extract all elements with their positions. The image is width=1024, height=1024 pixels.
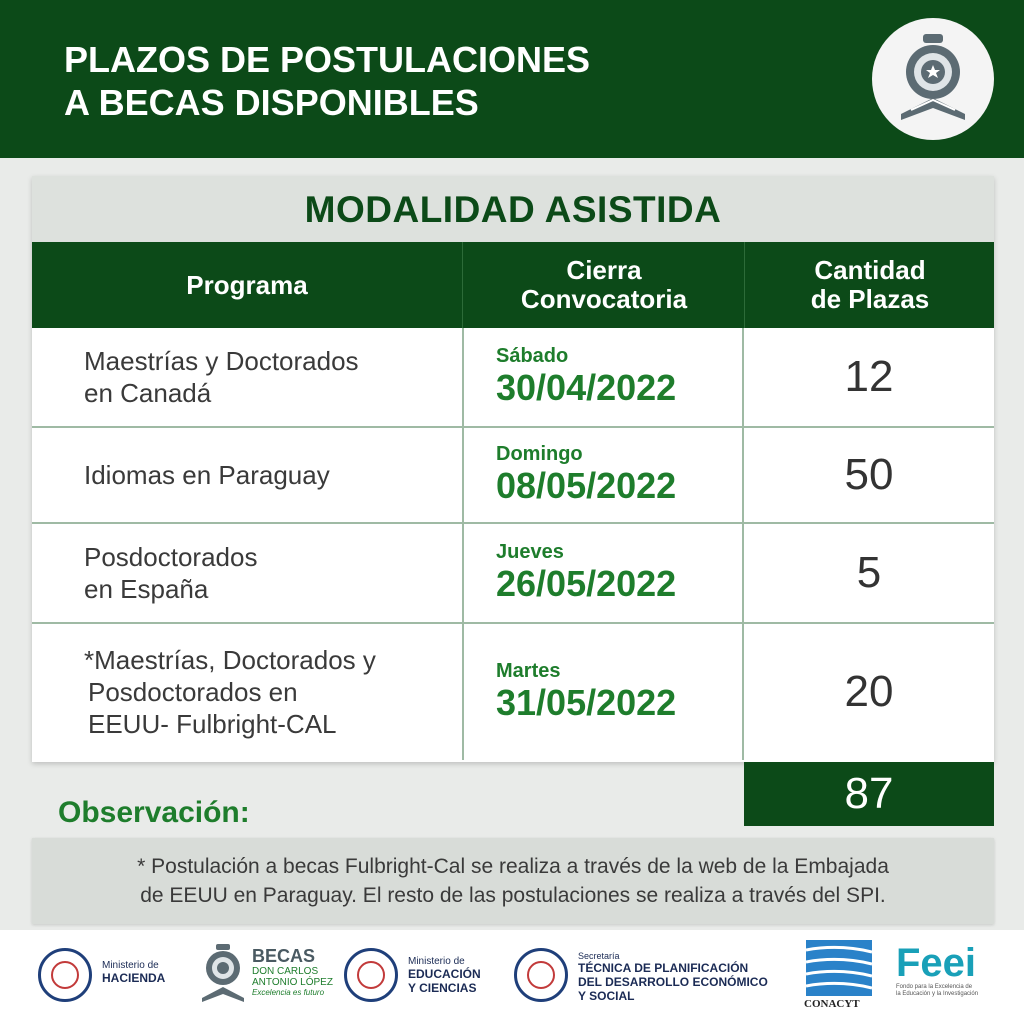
- observacion-label: Observación:: [58, 796, 250, 829]
- conacyt-logo-icon: [806, 940, 872, 996]
- column-header-cierra: [462, 242, 745, 328]
- deadline-date: 08/05/2022: [496, 465, 677, 506]
- deadline-date: 26/05/2022: [496, 563, 677, 604]
- column-header-cantidad-line-2: de Plazas: [810, 284, 930, 314]
- section-title: MODALIDAD ASISTIDA: [304, 189, 722, 230]
- total-plazas: 87: [744, 762, 994, 826]
- table-header: [32, 242, 994, 328]
- table-row: [32, 624, 994, 760]
- feei-logo: [896, 942, 1006, 998]
- deadline-cell: [462, 624, 744, 760]
- deadline-day: Sábado: [496, 345, 569, 367]
- feei-sub-1: Fondo para la Excelencia de: [896, 984, 973, 990]
- program-line: EEUU- Fulbright-CAL: [88, 709, 337, 739]
- observacion-note: [32, 838, 994, 924]
- mec-seal-icon: [344, 948, 398, 1002]
- hacienda-small: Ministerio de: [102, 960, 159, 971]
- program-cell: [84, 328, 454, 426]
- footer-logos: [0, 930, 1024, 1024]
- stp-big-1: TÉCNICA DE PLANIFICACIÓN: [578, 961, 749, 975]
- plazas-count: 12: [844, 352, 894, 401]
- plazas-count: 20: [844, 667, 894, 716]
- column-header-cantidad: [744, 242, 995, 328]
- stp-big-2: DEL DESARROLLO ECONÓMICO: [578, 975, 768, 989]
- column-header-cierra-line-2: Convocatoria: [520, 284, 688, 314]
- table-row: [32, 328, 994, 428]
- column-header-programa: [32, 242, 462, 328]
- mec-big-1: EDUCACIÓN: [408, 967, 481, 981]
- deadline-day: Jueves: [496, 541, 564, 563]
- deadline-day: Domingo: [496, 443, 583, 465]
- column-header-cierra-line-1: Cierra: [566, 255, 642, 285]
- stp-logo-text: [578, 950, 768, 1004]
- column-header-cantidad-line-1: Cantidad: [814, 255, 926, 285]
- stp-big-3: Y SOCIAL: [578, 989, 635, 1003]
- mec-big-2: Y CIENCIAS: [408, 981, 477, 995]
- deadline-day: Martes: [496, 660, 561, 682]
- header-banner: [0, 0, 1024, 158]
- observacion-note-line-1: * Postulación a becas Fulbright-Cal se realiza a través de la web de la Embajada: [137, 855, 889, 878]
- program-line: en España: [84, 574, 209, 604]
- stp-seal-icon: [514, 948, 568, 1002]
- observacion-note-line-2: de EEUU en Paraguay. El resto de las postulaciones se realiza a través del SPI.: [140, 884, 886, 907]
- program-cell: [84, 624, 454, 760]
- becas-book-logo-icon: [872, 18, 994, 140]
- page-title: [64, 38, 764, 124]
- table-row: [32, 524, 994, 624]
- program-line: Posdoctorados: [84, 542, 258, 572]
- program-line: Posdoctorados en: [88, 677, 298, 707]
- conacyt-text: CONACYT: [804, 998, 860, 1010]
- mec-small: Ministerio de: [408, 956, 465, 967]
- deadline-cell: [462, 524, 744, 622]
- program-cell: [84, 524, 454, 622]
- column-header-programa-label: Programa: [186, 269, 308, 300]
- deadline-date: 31/05/2022: [496, 682, 677, 723]
- plazas-count: 50: [844, 450, 894, 499]
- deadline-cell: [462, 428, 744, 522]
- program-line: en Canadá: [84, 378, 212, 408]
- table-row: [32, 428, 994, 524]
- mec-logo-text: [408, 956, 481, 996]
- becas-sub-1: DON CARLOS: [252, 966, 319, 977]
- becas-logo-icon: [200, 944, 246, 1004]
- section-bar: [32, 176, 994, 242]
- stp-small: Secretaría: [578, 951, 620, 961]
- page-title-line-2: A BECAS DISPONIBLES: [64, 82, 479, 123]
- program-cell: [84, 428, 454, 522]
- becas-logo-text: [252, 946, 333, 998]
- becas-tagline: Excelencia es futuro: [252, 988, 325, 997]
- becas-title: BECAS: [252, 946, 316, 966]
- hacienda-seal-icon: [38, 948, 92, 1002]
- hacienda-big: HACIENDA: [102, 971, 166, 985]
- program-line: *Maestrías, Doctorados y: [84, 645, 376, 675]
- deadline-cell: [462, 328, 744, 426]
- plazas-count: 5: [856, 548, 882, 597]
- program-line: Maestrías y Doctorados: [84, 346, 359, 376]
- page-title-line-1: PLAZOS DE POSTULACIONES: [64, 39, 591, 80]
- program-line: Idiomas en Paraguay: [84, 460, 330, 490]
- scholarship-table: [32, 176, 994, 762]
- becas-sub-2: ANTONIO LÓPEZ: [252, 977, 333, 988]
- hacienda-logo-text: [102, 960, 165, 986]
- feei-wordmark: Feei: [896, 941, 977, 985]
- deadline-date: 30/04/2022: [496, 367, 677, 408]
- feei-sub-2: la Educación y la Investigación: [896, 991, 979, 997]
